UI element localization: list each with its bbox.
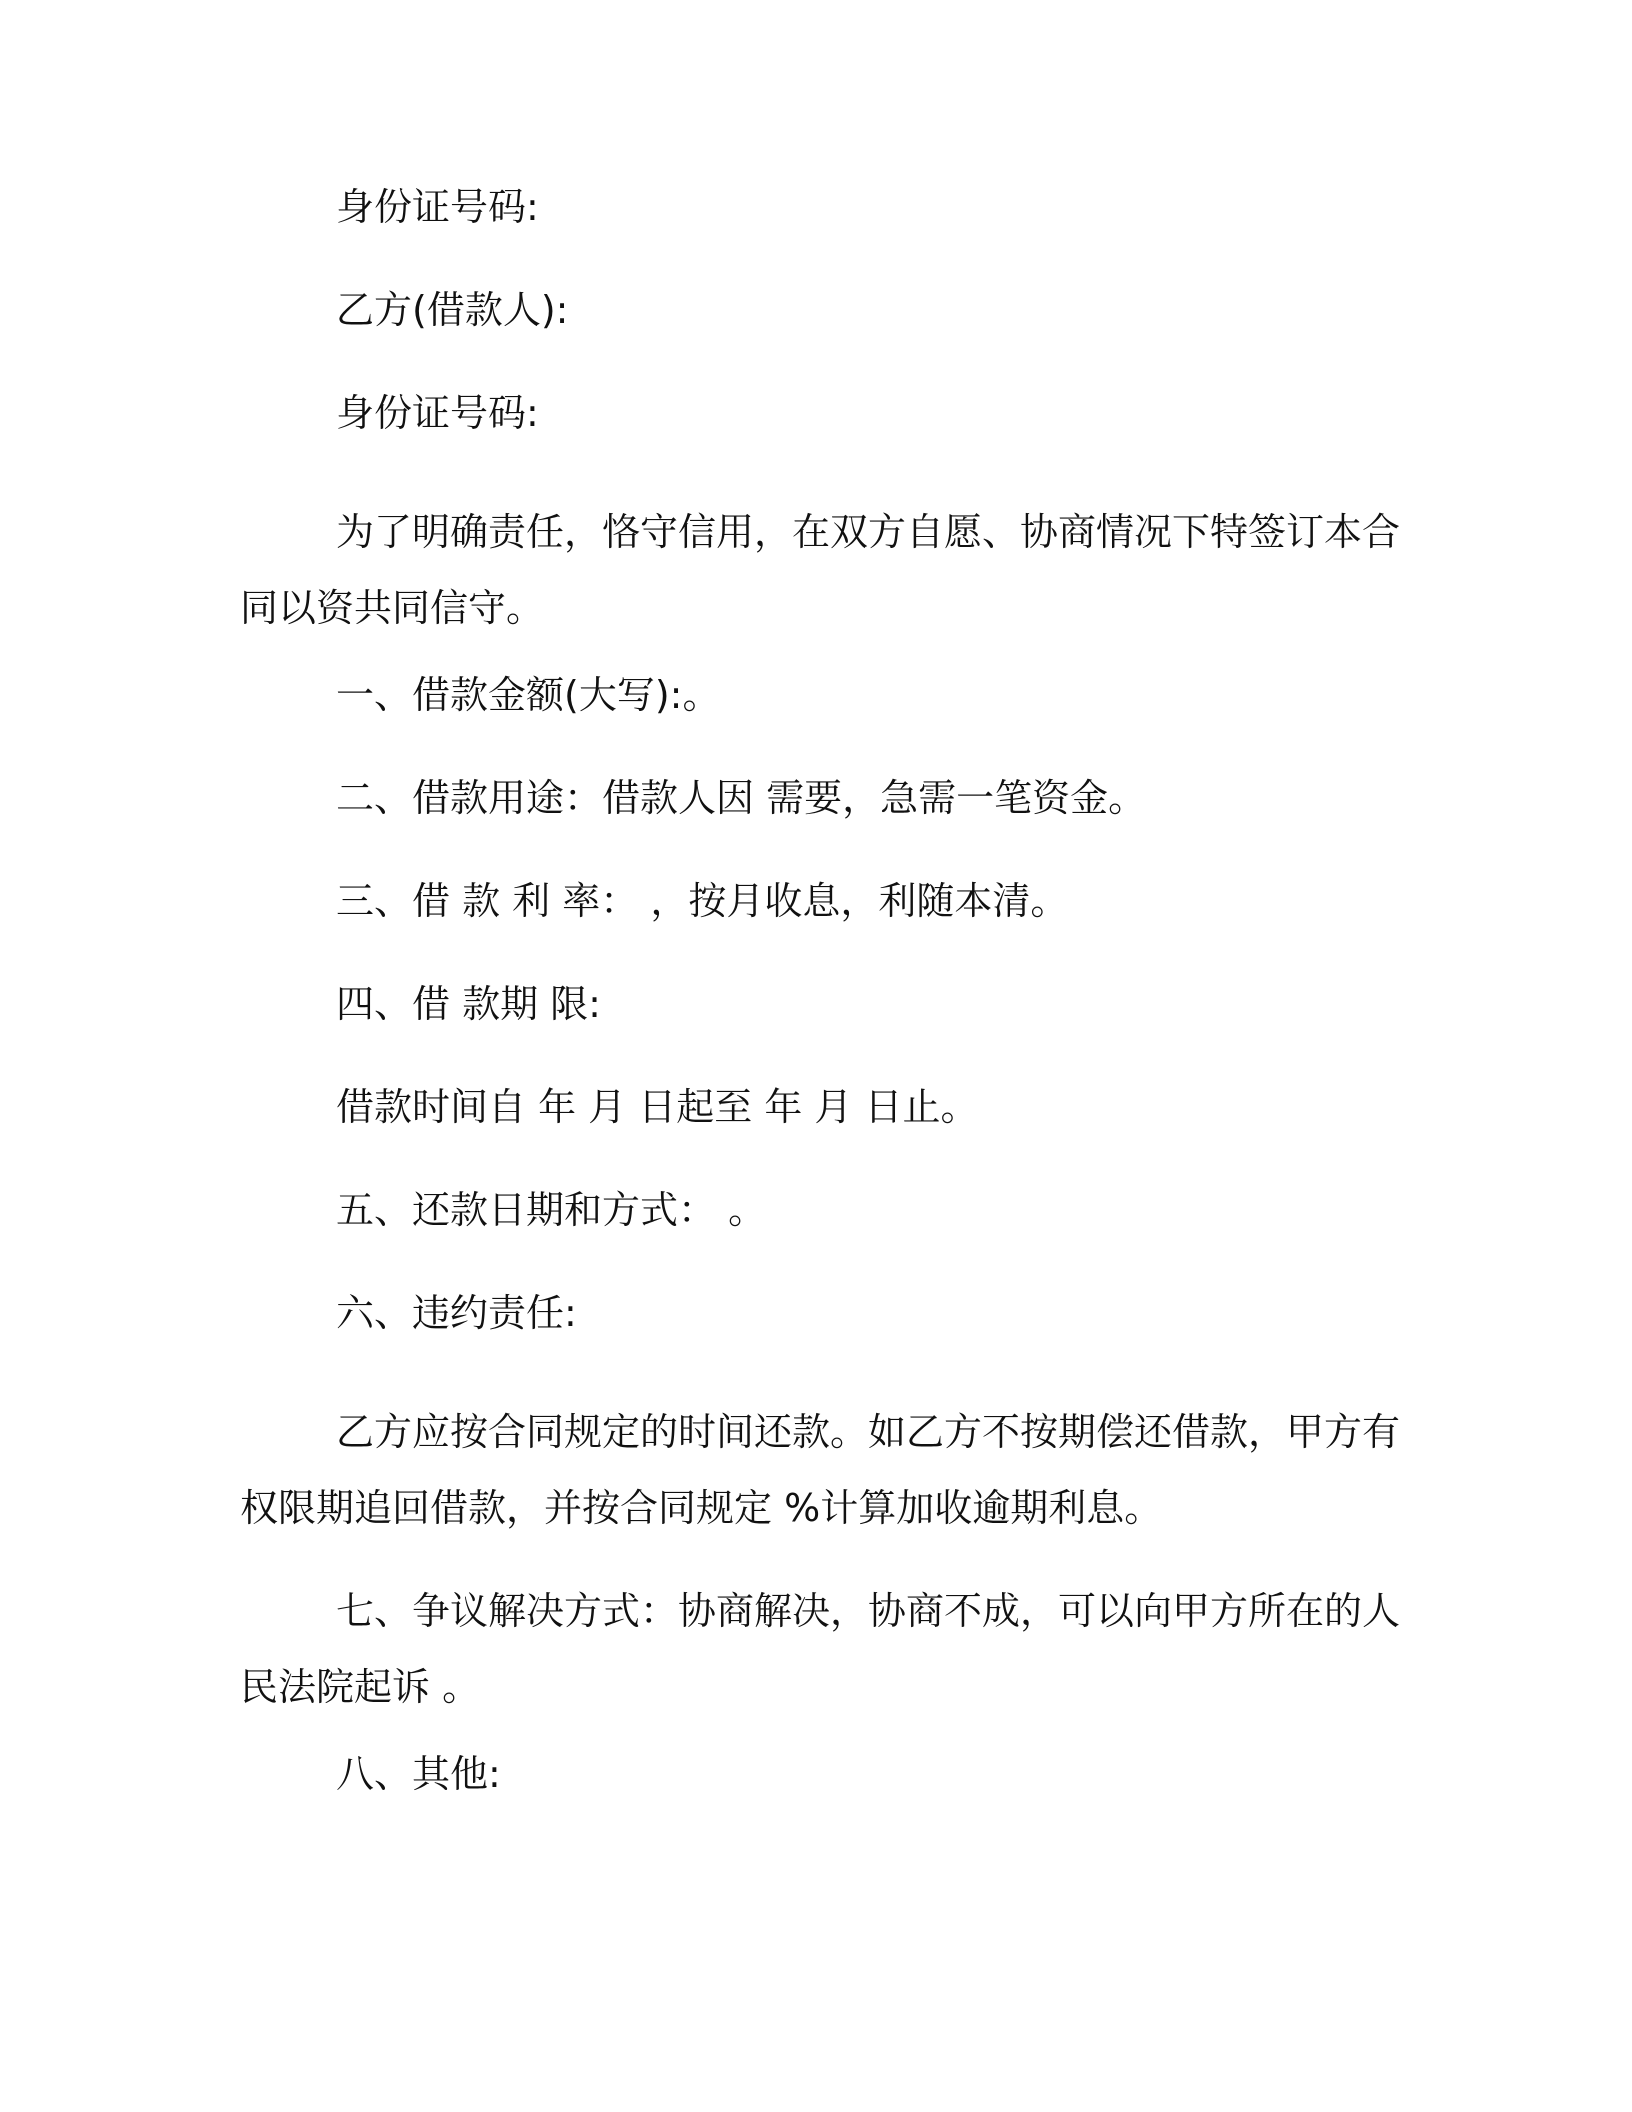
intro-line-2: 同以资共同信守。 (240, 586, 545, 630)
clause-3-interest-rate: 三、借 款 利 率： ，按月收息，利随本清。 (336, 879, 1069, 923)
clause-5-repayment: 五、还款日期和方式： 。 (336, 1188, 767, 1232)
clause-8-other: 八、其他: (336, 1752, 501, 1796)
clause-6-detail-paragraph (240, 1394, 1401, 1546)
intro-paragraph (240, 494, 1401, 646)
intro-line-1: 为了明确责任，恪守信用，在双方自愿、协商情况下特签订本合 (336, 510, 1401, 554)
lender-id-number-line: 身份证号码: (336, 185, 539, 229)
clause-7-dispute-paragraph (240, 1573, 1401, 1725)
clause-2-loan-purpose: 二、借款用途：借款人因 需要，急需一笔资金。 (336, 776, 1147, 820)
clause-4-loan-term: 四、借 款期 限: (336, 982, 601, 1026)
clause-6-detail-line-2: 权限期追回借款，并按合同规定 %计算加收逾期利息。 (240, 1486, 1163, 1530)
clause-7-line-1: 七、争议解决方式：协商解决，协商不成，可以向甲方所在的人 (336, 1589, 1401, 1633)
clause-1-loan-amount: 一、借款金额(大写):。 (336, 673, 721, 717)
document-body (240, 185, 1401, 1855)
borrower-id-number-line: 身份证号码: (336, 391, 539, 435)
borrower-line: 乙方(借款人): (336, 288, 569, 332)
clause-6-breach: 六、违约责任: (336, 1291, 577, 1335)
clause-6-detail-line-1: 乙方应按合同规定的时间还款。如乙方不按期偿还借款，甲方有 (336, 1410, 1401, 1454)
clause-4-term-detail: 借款时间自 年 月 日起至 年 月 日止。 (336, 1085, 979, 1129)
clause-7-line-2: 民法院起诉 。 (240, 1665, 481, 1709)
